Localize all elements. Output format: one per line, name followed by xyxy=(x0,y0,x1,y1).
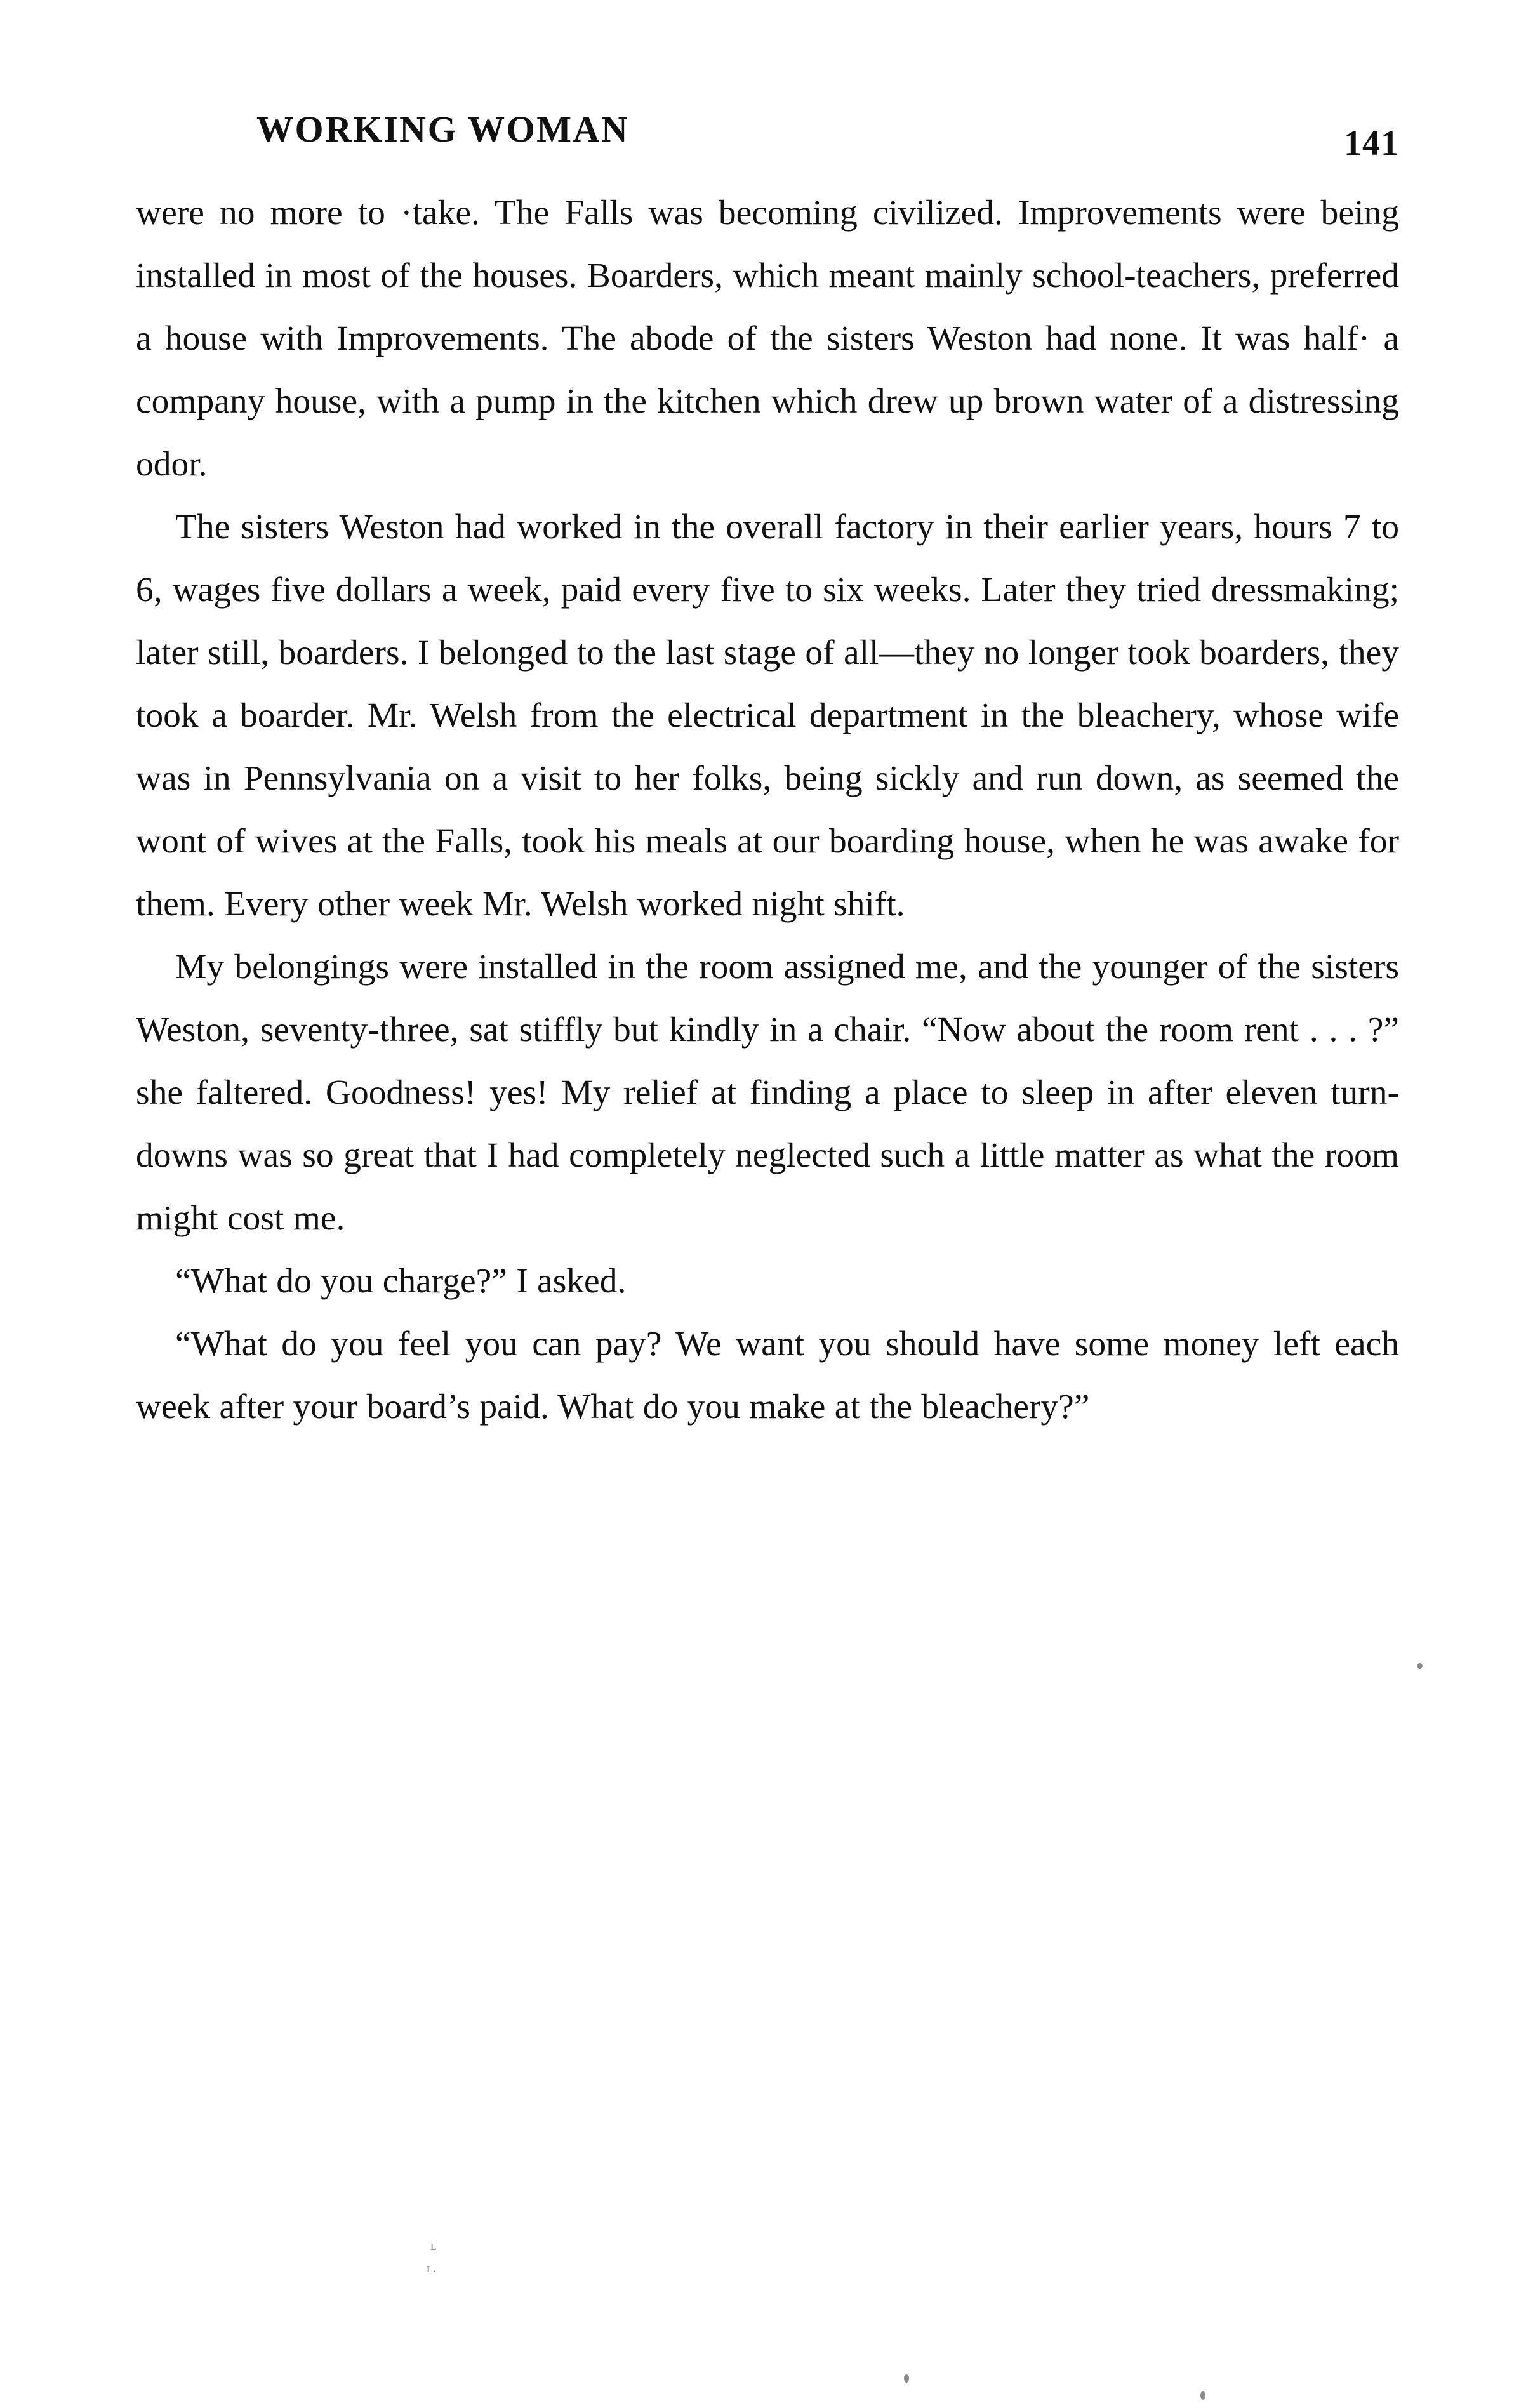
scan-speck xyxy=(1200,2391,1205,2400)
scan-speck xyxy=(904,2374,909,2383)
paragraph: My belongings were installed in the room assigned me, and the younger of the sisters Weston, seventy-three, sat stiffly but kindly in a chair. “Now about the room rent . . . ?” she faltered. Goodness! yes! My relief at finding a place to sleep in after eleven turn-downs was so great that I had completely neglected such a little matter as what the room might cost me. xyxy=(136,948,1399,1238)
running-head-title: WORKING WOMAN xyxy=(256,109,630,150)
scan-mark: ʟ. xyxy=(427,2260,436,2276)
paragraph: The sisters Weston had worked in the overall factory in their earlier years, hours 7 to 6, wages five dollars a week, paid every five to six weeks. Later they tried dressmaking; later still, boarders. I belonged to the last stage of all—they no longer took boarders, they took a boarder. Mr. Welsh from the electrical department in the bleachery, whose wife was in Pennsylvania on a visit to her folks, being sickly and run down, as seemed the wont of wives at the Falls, took his meals at our boarding house, when he was awake for them. Every other week Mr. Welsh worked night shift. xyxy=(136,508,1399,924)
page-content xyxy=(136,108,1399,1438)
paragraph: “What do you feel you can pay? We want you should have some money left each week after your board’s paid. What do you make at the bleachery?” xyxy=(136,1325,1399,1426)
paragraph: “What do you charge?” I asked. xyxy=(175,1262,627,1301)
body-text xyxy=(136,182,1399,1438)
page-number: 141 xyxy=(1344,124,1399,163)
running-head xyxy=(136,108,1399,165)
scan-mark: ʟ xyxy=(430,2237,437,2253)
scan-speck xyxy=(1417,1663,1423,1669)
paragraph: were no more to ·take. The Falls was becoming civilized. Improvements were being installed in most of the houses. Boarders, which meant mainly school-teachers, preferred a house with Improvements. The abode of the sisters Weston had none. It was half· a company house, with a pump in the kitchen which drew up brown water of a distressing odor. xyxy=(136,194,1399,484)
